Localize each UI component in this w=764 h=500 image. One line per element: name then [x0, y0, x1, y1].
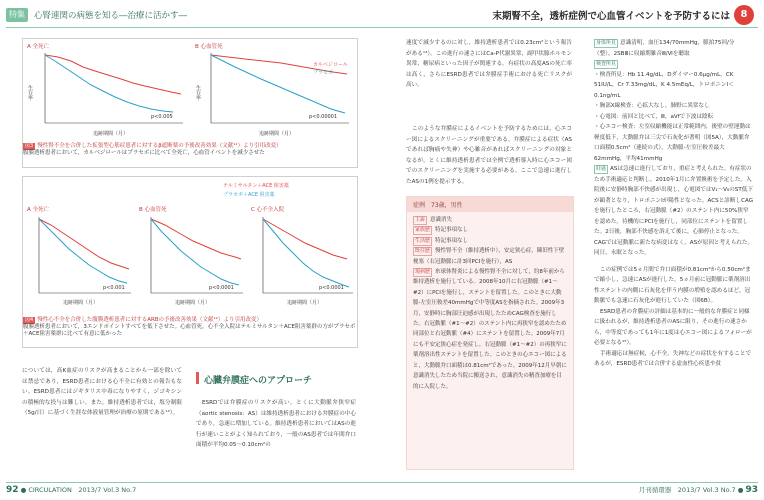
- case-box: [406, 196, 574, 470]
- fig4-xlabel-c: 追跡期間（月）: [287, 300, 323, 306]
- figure-3-panel-a: [45, 53, 183, 123]
- footer-left: [6, 485, 136, 495]
- fig3-panel-b-label: B 心血管死: [195, 44, 223, 50]
- feature-tag: 特集: [6, 8, 28, 22]
- footer-rule: [6, 482, 758, 483]
- fig4-caption-body: 腹膜透析患者において，3エンドポイントすべてを低下させた。心血管死，心不全入院はテルミサルタン＋ACE阻害薬群の方がプラセボ＋ACE阻害薬群に比べて有意に低かった: [23, 324, 356, 337]
- section-title-valve: 心臓弁膜症へのアプローチ: [204, 376, 313, 386]
- fig4-caption-num: 図4: [25, 317, 34, 323]
- fig4c-placebo-line: [263, 219, 349, 287]
- col3-lab-2: ・心電図：前回と比べて，Ⅲ，aVfで下波は陰転: [594, 113, 714, 120]
- fig4-xlabel-b: 追跡期間（月）: [175, 300, 211, 306]
- figure-3: [22, 38, 358, 168]
- fig3-p-a: p<0.005: [151, 114, 173, 120]
- col3-physical: 身体所見 意識清明，血圧134/70mmHg，脈拍75回/分（整），2SBⅢに収縮期雑音Ⅲ/Ⅵを聴取: [594, 40, 735, 57]
- footer-right: [639, 485, 758, 495]
- col1-para1: については，高K血症のリスクが高まることから一部を除いては禁忌であり，ESRD患者における心不全に有効との報告もない。ESRD患者にはジギタリス中毒になりやすく，ジゴキシンの積極的な投与は難しい。また，維持透析患者では，塩分制限（5g/日）に基づく生涯な体液量管理が治療の原則である¹³）。: [22, 368, 182, 417]
- figure-4-plots: [23, 177, 357, 307]
- fig4-panel-a-label: A 全死亡: [27, 207, 50, 213]
- fig3a-placebo-line: [45, 55, 173, 112]
- figure-4-panel-a: [39, 217, 131, 293]
- fig4-p-b: p<0.0001: [209, 285, 234, 291]
- fig3-xlabel-b: 追跡期間（月）: [259, 131, 295, 137]
- col3-para-end3: 手術適応は無症候，心不全，失神などの症状を有することであるが，ESRD患者では合併する虚血性心疾患や貧: [594, 350, 752, 367]
- running-title-right: 末期腎不全，透析症例で心血管イベントを予防するには: [492, 11, 730, 22]
- section-marker: [196, 372, 199, 384]
- fig4-legend-telmisartan: テルミサルタン＋ACE 阻害薬: [223, 183, 289, 189]
- case-items: [407, 212, 573, 395]
- col3-lab-0: ・検査所見：Hb 11.4g/dL，Dダイマー0.6μg/mL，CK 51IU/L，Cr 7.33mg/dL，K 4.5mEq/L，トロポニンI＜0.1ng/mL: [594, 71, 734, 99]
- page-number-left: 92: [6, 485, 19, 495]
- col2-para1: 速度で減少するのに対し，維持透析患者では0.23cm²という報告がある¹⁴）。この進行の速さにはCa-P代謝異常，副甲状腺ホルモン異常，糖尿病といった因子が関連する。有症状の高度ASの死亡率は高く，さらにESRD患者では弁膜症手術における死亡リスクが高い。: [406, 40, 572, 89]
- fig3-caption-title: 慢性腎不全を合併した拡張型心筋症患者に対するβ遮断薬の予後改善効果（文献¹¹）より引用改変）: [37, 143, 282, 149]
- col3-para-end2: ESRD患者の弁膜症の評価は基本的に一般的な弁膜症と同様に扱われるが，維持透析患者のASに限り，その進行の速さから，中等度であっても1年に1度は心エコー図によるフォローが必要となる¹⁵）。: [594, 308, 752, 346]
- col3-lab-label: 検査所見: [596, 61, 617, 67]
- case-item-life: 生活歴 特記事項なし: [415, 237, 469, 244]
- figure-4-panel-c: [263, 217, 353, 293]
- fig4c-telmisartan-line: [263, 219, 347, 259]
- chapter-badge: 8: [734, 5, 754, 25]
- fig4-caption-title: 慢性心不全を合併した腹膜透析患者に対するARBの予後改善効果（文献¹²）より引用改変）: [37, 317, 262, 323]
- case-title: 症例 73歳，男性: [407, 197, 573, 212]
- col3-block: [594, 38, 754, 370]
- case-item-complaint: 主訴 意識消失: [415, 217, 453, 223]
- figure-4-panel-b: [151, 217, 243, 293]
- fig3-p-b: p<0.00001: [309, 114, 338, 120]
- fig3-xlabel-a: 追跡期間（月）: [93, 131, 129, 137]
- page-number-right: 93: [745, 485, 758, 495]
- fig4-xlabel-a: 追跡期間（月）: [63, 300, 99, 306]
- fig4-p-a: p<0.001: [103, 285, 125, 291]
- journal-right: 月刊循環器 2013/7 Vol.3 No.7 ●: [638, 486, 744, 494]
- fig3-ylabel-a: 生存率: [27, 85, 33, 100]
- fig3-panel-a-label: A 全死亡: [27, 44, 50, 50]
- fig4b-telmisartan-line: [151, 219, 241, 259]
- col3-lab-1: ・胸部X線検査：心拡大なし，肺野に異常なし: [594, 103, 710, 109]
- fig4-p-c: p<0.0001: [319, 285, 344, 291]
- journal-left: ● CIRCULATION 2013/7 Vol.3 No.7: [20, 486, 137, 494]
- figure-4: [22, 176, 358, 348]
- figure-4-caption: [23, 317, 357, 338]
- figure-3-caption: [23, 143, 357, 157]
- fig3-caption-body: 腹膜透析患者において，カルベジロールはプラセボに比べて全死亡，心血管イベントを減少させた: [23, 150, 265, 156]
- col1-para2: ESRDでは弁膜症のリスクが高い。とくに大動脈弁狭窄症（aortic stenosis：AS）は維持透析患者における弁膜症の中心であり，急速に増加している。維持透析患者においてはASの進行が速いことがよく知られており，一般のAS患者では年間弁口面積が平均0.05〜0.10cm²の: [196, 400, 356, 449]
- header-rule: [6, 27, 758, 28]
- fig3-legend-carvedilol: カルベジロール: [313, 62, 348, 68]
- col3-course: 経過 ASは急速に進行しており，重症と考えられた。有症状のため手術適応と判断し，2010年1月に弁置換術を予定した。入院後に安静時胸部不快感が出現し，心電図ではV₁〜V₆のST低下が顕著となり，トロポニンIが陽性となった。ACSと診断しCAGを施行したところ，右冠動脈（#2）のステント内に50%狭窄を認めた。待機的にPCIを施行し，同部位にステントを留置した。2日後，胸部不快感を訴えて後に，心肺停止となった。CAGでは冠動脈に新たな病変はなく，ASが原因と考えられた。同日，永眠となった。: [594, 166, 754, 256]
- figure-3-plots: [23, 39, 357, 139]
- fig4b-placebo-line: [151, 219, 239, 285]
- fig4-legend-placebo: プラセボ＋ACE 阻害薬: [223, 192, 275, 198]
- fig4a-placebo-line: [39, 219, 127, 283]
- case-item-history: 既往歴 慢性腎不全（維持透析中），安定狭心症，陳旧性下壁梗塞（右冠動脈に計3回PCIを施行），AS: [413, 248, 565, 265]
- running-title-left: 心腎連関の病態を知る―治療に活かす―: [34, 11, 188, 21]
- fig3a-carvedilol-line: [45, 55, 181, 94]
- fig3-caption-num: 図3: [25, 143, 34, 149]
- fig4-panel-b-label: B 心血管死: [139, 207, 167, 213]
- fig3-ylabel-b: 生存率: [195, 85, 201, 100]
- fig4-panel-c-label: C 心不全入院: [251, 207, 285, 213]
- col2-para2: このような弁膜症によるイベントを予防するためには，心エコー図によるスクリーニングが重要である。弁膜症による症状（ASであれば胸痛や失神）や心雑音があればスクリーニングの対象となるが，とくに維持透析患者では全例で透析導入時に心エコー図でのスクリーニングを実施する必要がある。ここで急速に進行したASの1例を提示する。: [406, 126, 572, 185]
- case-item-family: 家族歴 特記事項なし: [415, 227, 469, 234]
- fig3-legend-placebo: プラセボ: [313, 70, 334, 76]
- col3-para-end: この症例では5ヵ月間で弁口面積が0.81cm²から0.50cm²まで縮小し，急速にASが進行した。5ヵ月前に冠動脈に薬剤溶出性ステントの内側に石灰化を伴う内膜の増殖を認めるほど，冠動脈でも急速に石灰化が進行していた（図6B）。: [594, 266, 751, 304]
- case-item-present: 現病歴 糸球体腎炎による慢性腎不全に対して，約8年前から維持透析を施行している。2008年10月に右冠動脈（#1〜#2）にPCIを施行し，ステントを留置した。このときに大動脈-左室圧較差40mmHgで中等度ASを指摘された。2009年3月，安静時に胸部圧迫感が出現したためCAG検査を施行した。右冠動脈（#1〜#2）のステント内に再狭窄を認めたため同部位と右冠動脈（#4）にステントを留置した。2009年7月にも不安定狭心症を発症し，右冠動脈（#1〜#2）の再狭窄に薬剤溶出性ステントを留置した。このときの心エコー図によると，大動脈弁口面積は0.81cm²であった。2009年12月早朝に意識消失したため当院に搬送され，意識消失の精査加療を目的に入院した。: [413, 269, 567, 390]
- col3-lab-3: ・心エコー検査：左室収縮機能は正常範囲内，後壁の壁運動は軽度低下，大動脈弁は三尖で石灰化が著明（図5A），大動脈弁口面積0.5cm²（連続の式），大動脈-左室圧較差最大62mmHg，平均41mmHg: [594, 124, 751, 162]
